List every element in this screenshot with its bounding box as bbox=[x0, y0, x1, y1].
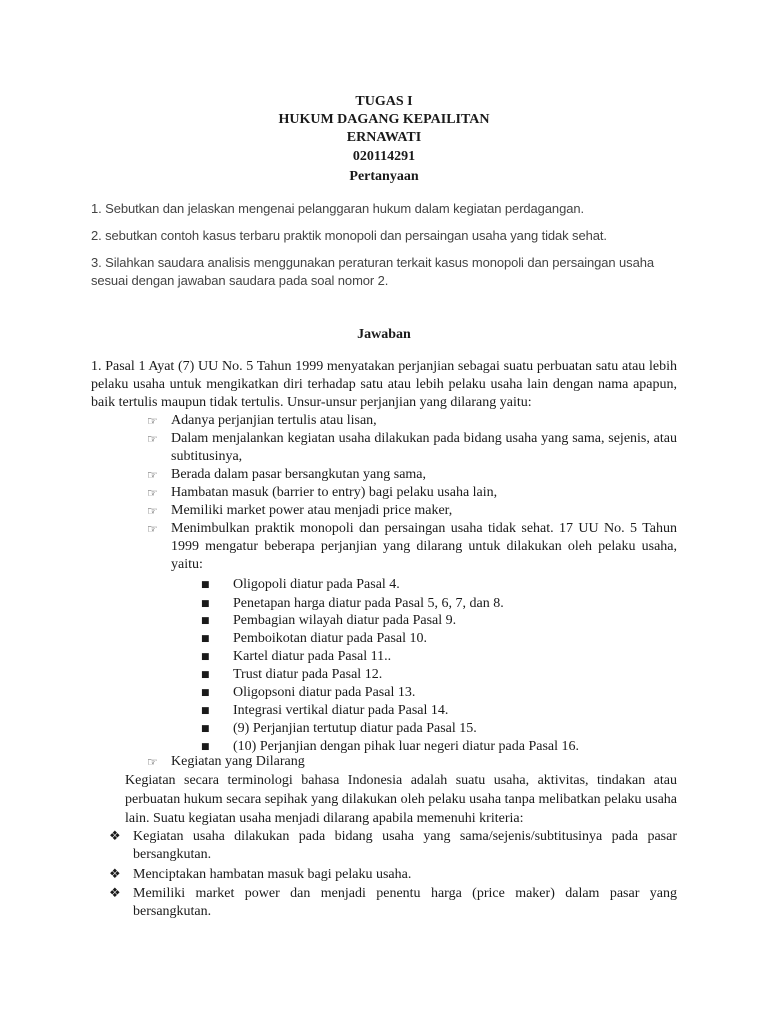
square-bullet-icon: ■ bbox=[201, 670, 210, 680]
questions-heading: Pertanyaan bbox=[349, 169, 419, 184]
criteria-item: ❖ Kegiatan usaha dilakukan pada bidang usaha yang sama/sejenis/subtitusinya pada pasar bersangkutan. bbox=[109, 829, 677, 862]
sub-list-item: ■ Penetapan harga diatur pada Pasal 5, 6, 7, dan 8. bbox=[201, 596, 504, 611]
square-bullet-icon: ■ bbox=[201, 616, 210, 626]
list-item: ☞ Berada dalam pasar bersangkutan yang sama, bbox=[147, 467, 427, 482]
square-bullet-icon: ■ bbox=[201, 706, 210, 716]
answer-paragraph-1: 1. Pasal 1 Ayat (7) UU No. 5 Tahun 1999 menyatakan perjanjian sebagai suatu perbuatan satu atau lebih pelaku usaha untuk mengikatkan diri terhadap satu atau lebih pelaku usaha lain dengan nama apapun, baik tertulis maupun tidak tertulis. Unsur-unsur perjanjian yang dilarang yaitu: bbox=[91, 359, 677, 410]
diamond-bullet-icon: ❖ bbox=[109, 829, 121, 844]
square-bullet-icon: ■ bbox=[201, 652, 210, 662]
sub-list-item: ■ Trust diatur pada Pasal 12. bbox=[201, 667, 383, 682]
diamond-bullet-icon: ❖ bbox=[109, 886, 121, 901]
criteria-item: ❖ Menciptakan hambatan masuk bagi pelaku usaha. bbox=[109, 867, 412, 882]
list-item: ☞ Hambatan masuk (barrier to entry) bagi pelaku usaha lain, bbox=[147, 485, 498, 500]
question-2: 2. sebutkan contoh kasus terbaru praktik monopoli dan persaingan usaha yang tidak sehat. bbox=[91, 228, 607, 243]
sub-list-item: ■ Oligopoli diatur pada Pasal 4. bbox=[201, 577, 400, 592]
doc-title: TUGAS I bbox=[355, 94, 413, 109]
doc-subject: HUKUM DAGANG KEPAILITAN bbox=[278, 112, 490, 127]
sub-list-item: ■ (9) Perjanjian tertutup diatur pada Pasal 15. bbox=[201, 721, 477, 736]
question-1: 1. Sebutkan dan jelaskan mengenai pelanggaran hukum dalam kegiatan perdagangan. bbox=[91, 201, 584, 216]
pointing-hand-icon: ☞ bbox=[147, 414, 158, 428]
square-bullet-icon: ■ bbox=[201, 724, 210, 734]
sub-list-item: ■ Integrasi vertikal diatur pada Pasal 14. bbox=[201, 703, 449, 718]
pointing-hand-icon: ☞ bbox=[147, 755, 158, 769]
answer-heading: Jawaban bbox=[357, 327, 411, 342]
pointing-hand-icon: ☞ bbox=[147, 468, 158, 482]
sub-list-item: ■ (10) Perjanjian dengan pihak luar negeri diatur pada Pasal 16. bbox=[201, 739, 579, 754]
list-item: ☞ Adanya perjanjian tertulis atau lisan, bbox=[147, 413, 377, 428]
student-id: 020114291 bbox=[352, 149, 416, 164]
question-3: 3. Silahkan saudara analisis menggunakan peraturan terkait kasus monopoli dan persaingan usaha sesuai dengan jawaban saudara pada soal nomor 2. bbox=[91, 255, 654, 288]
pointing-hand-icon: ☞ bbox=[147, 486, 158, 500]
student-name: ERNAWATI bbox=[346, 130, 422, 145]
sub-list-item: ■ Kartel diatur pada Pasal 11.. bbox=[201, 649, 392, 664]
pointing-hand-icon: ☞ bbox=[147, 522, 158, 536]
list-item: ☞ Dalam menjalankan kegiatan usaha dilakukan pada bidang usaha yang sama, sejenis, atau subtitusinya, bbox=[147, 431, 677, 464]
answer-paragraph-2: Kegiatan secara terminologi bahasa Indonesia adalah suatu usaha, aktivitas, tindakan atau perbuatan hukum secara sepihak yang dilakukan oleh pelaku usaha tanpa melibatkan pelaku usaha lain. Suatu kegiatan usaha menjadi dilarang apabila memenuhi kriteria: bbox=[125, 773, 677, 826]
sub-list-item: ■ Pemboikotan diatur pada Pasal 10. bbox=[201, 631, 428, 646]
criteria-item: ❖ Memiliki market power dan menjadi penentu harga (price maker) dalam pasar yang bersangkutan. bbox=[109, 886, 677, 919]
square-bullet-icon: ■ bbox=[201, 599, 210, 609]
list-item: ☞ Kegiatan yang Dilarang bbox=[147, 754, 305, 769]
sub-list-item: ■ Oligopsoni diatur pada Pasal 13. bbox=[201, 685, 416, 700]
pointing-hand-icon: ☞ bbox=[147, 504, 158, 518]
square-bullet-icon: ■ bbox=[201, 634, 210, 644]
square-bullet-icon: ■ bbox=[201, 580, 210, 590]
square-bullet-icon: ■ bbox=[201, 742, 210, 752]
list-item: ☞ Menimbulkan praktik monopoli dan persaingan usaha tidak sehat. 17 UU No. 5 Tahun 1999 mengatur beberapa perjanjian yang dilarang untuk dilakukan oleh pelaku usaha, yaitu: bbox=[147, 521, 677, 572]
sub-list-item: ■ Pembagian wilayah diatur pada Pasal 9. bbox=[201, 613, 457, 628]
list-item: ☞ Memiliki market power atau menjadi price maker, bbox=[147, 503, 453, 518]
square-bullet-icon: ■ bbox=[201, 688, 210, 698]
pointing-hand-icon: ☞ bbox=[147, 432, 158, 446]
diamond-bullet-icon: ❖ bbox=[109, 867, 121, 882]
